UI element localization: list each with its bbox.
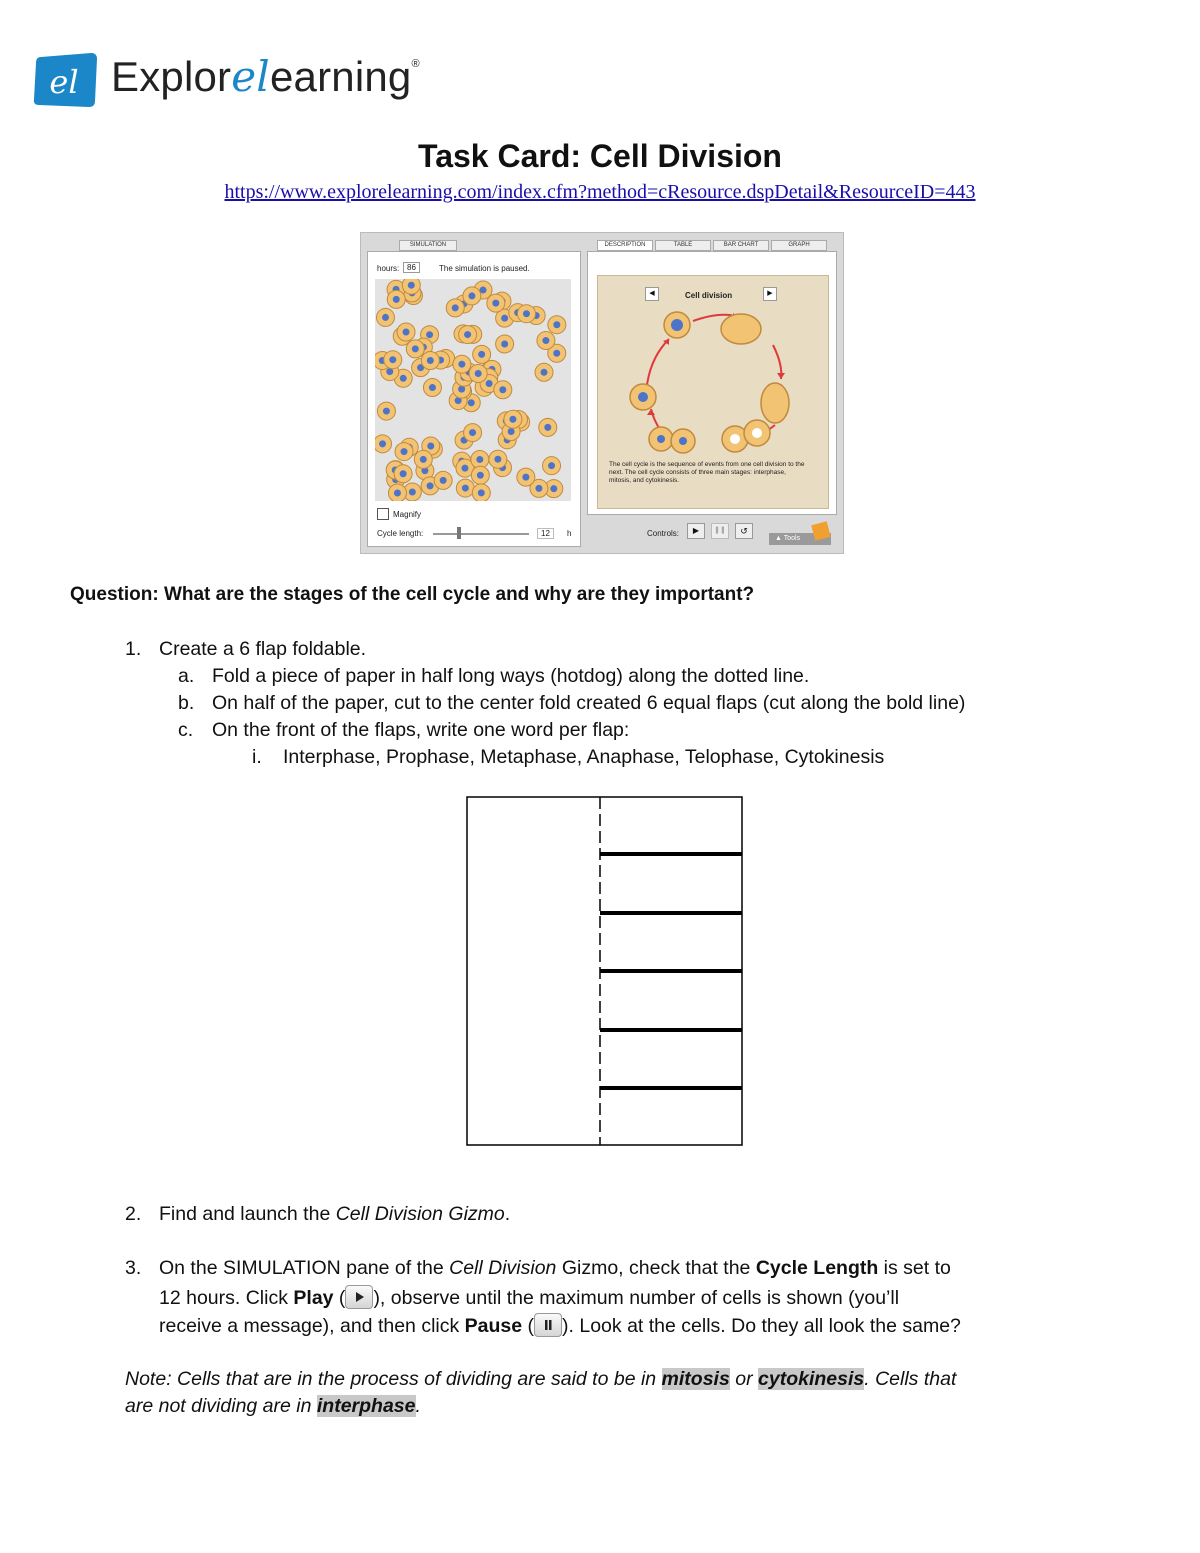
brand-mark-text: el bbox=[231, 52, 270, 101]
cell-nucleus bbox=[501, 340, 508, 347]
step-1ci-text: Interphase, Prophase, Metaphase, Anaphase, Telophase, Cytokinesis bbox=[283, 746, 885, 768]
step-1c-text: On the front of the flaps, write one word per flap: bbox=[212, 719, 630, 741]
step-3-line-2: 12 hours. Click Play ( ), observe until the maximum number of cells is shown (you’ll bbox=[159, 1287, 900, 1309]
cell-nucleus bbox=[469, 429, 476, 436]
tab-bar-chart[interactable]: BAR CHART bbox=[713, 240, 769, 251]
cell-nucleus bbox=[400, 375, 407, 382]
step-2-text: Find and launch the Cell Division Gizmo. bbox=[159, 1203, 511, 1225]
tab-simulation[interactable]: SIMULATION bbox=[399, 240, 457, 251]
page-title: Task Card: Cell Division bbox=[418, 138, 782, 174]
step-1b-text: On half of the paper, cut to the center fold created 6 equal flaps (cut along the bold line) bbox=[212, 692, 966, 714]
cell-nucleus bbox=[462, 485, 469, 492]
gizmo-pause-button[interactable]: ❚❚ bbox=[711, 523, 729, 539]
note-line-2: are not dividing are in interphase. bbox=[125, 1395, 421, 1417]
cell-nucleus bbox=[427, 442, 434, 449]
cell-nucleus bbox=[458, 361, 465, 368]
cell-nucleus bbox=[412, 345, 419, 352]
cell-nucleus bbox=[379, 440, 386, 447]
cell-nucleus bbox=[553, 321, 560, 328]
step-1c-marker: c. bbox=[178, 719, 194, 741]
step-2-number: 2. bbox=[125, 1203, 142, 1225]
cell-nucleus bbox=[440, 477, 447, 484]
cell-nucleus bbox=[492, 300, 499, 307]
cell-nucleus bbox=[541, 369, 548, 376]
cell-nucleus bbox=[476, 456, 483, 463]
cell-nucleus bbox=[409, 488, 416, 495]
cell-nucleus bbox=[523, 310, 530, 317]
card-description: The cell cycle is the sequence of events from one cell division to the next. The cell cycle consists of three main stages: interphase, mitosis, and cytokinesis. bbox=[609, 461, 805, 484]
cell-nucleus bbox=[400, 470, 407, 477]
cell-nucleus bbox=[426, 331, 433, 338]
play-button-icon bbox=[345, 1285, 373, 1309]
step-3-line-1: On the SIMULATION pane of the Cell Division Gizmo, check that the Cycle Length is set to bbox=[159, 1257, 951, 1279]
brand-name: Explorelearning® bbox=[111, 52, 420, 101]
next-card-button[interactable]: ▶ bbox=[763, 287, 777, 301]
cell-nucleus bbox=[420, 456, 427, 463]
cycle-length-slider[interactable] bbox=[433, 533, 529, 535]
cycle-length-label: Cycle length: bbox=[377, 529, 424, 538]
gizmo-play-button[interactable]: ▶ bbox=[687, 523, 705, 539]
hours-label: hours: bbox=[377, 264, 400, 273]
cell-nucleus bbox=[475, 370, 482, 377]
gizmo-reset-button[interactable]: ↺ bbox=[735, 523, 753, 539]
step-1a-marker: a. bbox=[178, 665, 195, 687]
cell-nucleus bbox=[501, 315, 508, 322]
step-1-number: 1. bbox=[125, 638, 142, 660]
cell-nucleus bbox=[401, 448, 408, 455]
magnify-label: Magnify bbox=[393, 510, 422, 519]
cell-nucleus bbox=[477, 472, 484, 479]
tab-graph[interactable]: GRAPH bbox=[771, 240, 827, 251]
tab-table[interactable]: TABLE bbox=[655, 240, 711, 251]
cell-nucleus bbox=[389, 356, 396, 363]
cell-culture-view bbox=[375, 279, 571, 501]
card-title: Cell division bbox=[685, 291, 733, 300]
cell-nucleus bbox=[452, 304, 459, 311]
question-heading: Question: What are the stages of the cell cycle and why are they important? bbox=[70, 584, 755, 605]
cell-nucleus bbox=[427, 357, 434, 364]
svg-text:el: el bbox=[49, 63, 79, 101]
hours-value: 86 bbox=[403, 262, 420, 273]
cell-nucleus bbox=[461, 465, 468, 472]
cell-nucleus bbox=[468, 292, 475, 299]
foldable-diagram bbox=[466, 796, 744, 1147]
magnify-checkbox[interactable] bbox=[377, 508, 389, 520]
gizmo-name: Cell Division Gizmo bbox=[335, 1203, 505, 1225]
cell-nucleus bbox=[429, 384, 436, 391]
cell-nucleus bbox=[494, 456, 501, 463]
cycle-length-value: 12 bbox=[537, 528, 554, 539]
cell-nucleus bbox=[464, 331, 471, 338]
step-3-number: 3. bbox=[125, 1257, 142, 1279]
cell-nucleus bbox=[394, 490, 401, 497]
cycle-length-slider-handle[interactable] bbox=[457, 527, 461, 539]
cell-nucleus bbox=[548, 462, 555, 469]
cell-nucleus bbox=[427, 482, 434, 489]
gizmo-screenshot bbox=[360, 232, 844, 554]
cell-nucleus bbox=[544, 424, 551, 431]
term-mitosis: mitosis bbox=[661, 1368, 730, 1390]
step-1b-marker: b. bbox=[178, 692, 195, 714]
cell-nucleus bbox=[382, 314, 389, 321]
resource-link[interactable]: https://www.explorelearning.com/index.cfm?method=cResource.dspDetail&ResourceID=443 bbox=[224, 181, 976, 203]
cell-nucleus bbox=[553, 350, 560, 357]
step-1a-text: Fold a piece of paper in half long ways (hotdog) along the dotted line. bbox=[212, 665, 810, 687]
pause-button-icon bbox=[534, 1313, 562, 1337]
cell-nucleus bbox=[468, 399, 475, 406]
cell-nucleus bbox=[478, 351, 485, 358]
step-3-line-3: receive a message), and then click Pause ( ). Look at the cells. Do they all look the same? bbox=[159, 1315, 961, 1337]
term-cytokinesis: cytokinesis bbox=[758, 1368, 865, 1390]
cell-nucleus bbox=[499, 386, 506, 393]
cycle-length-unit: h bbox=[567, 529, 572, 538]
cell-nucleus bbox=[403, 329, 410, 336]
cell-nucleus bbox=[393, 296, 400, 303]
tab-description[interactable]: DESCRIPTION bbox=[597, 240, 653, 251]
note-line-1: Note: Cells that are in the process of dividing are said to be in mitosis or cytokinesis. Cells that bbox=[125, 1368, 957, 1390]
cell-nucleus bbox=[478, 489, 485, 496]
cell-nucleus bbox=[550, 485, 557, 492]
cell-nucleus bbox=[508, 428, 515, 435]
cell-nucleus bbox=[542, 337, 549, 344]
cell-nucleus bbox=[522, 474, 529, 481]
step-1-text: Create a 6 flap foldable. bbox=[159, 638, 367, 660]
term-interphase: interphase bbox=[316, 1395, 416, 1417]
cell-cycle-diagram bbox=[625, 305, 805, 455]
step-1ci-marker: i. bbox=[252, 746, 262, 768]
simulation-status: The simulation is paused. bbox=[439, 264, 530, 273]
cell-nucleus bbox=[535, 485, 542, 492]
previous-card-button[interactable]: ◀ bbox=[645, 287, 659, 301]
explorelearning-logo-icon bbox=[33, 53, 99, 108]
cell-nucleus bbox=[408, 282, 415, 289]
cell-nucleus bbox=[509, 416, 516, 423]
cell-nucleus bbox=[486, 380, 493, 387]
tools-button[interactable]: ▲ Tools bbox=[769, 533, 831, 545]
controls-label: Controls: bbox=[647, 529, 680, 538]
cell-nucleus bbox=[383, 408, 390, 415]
